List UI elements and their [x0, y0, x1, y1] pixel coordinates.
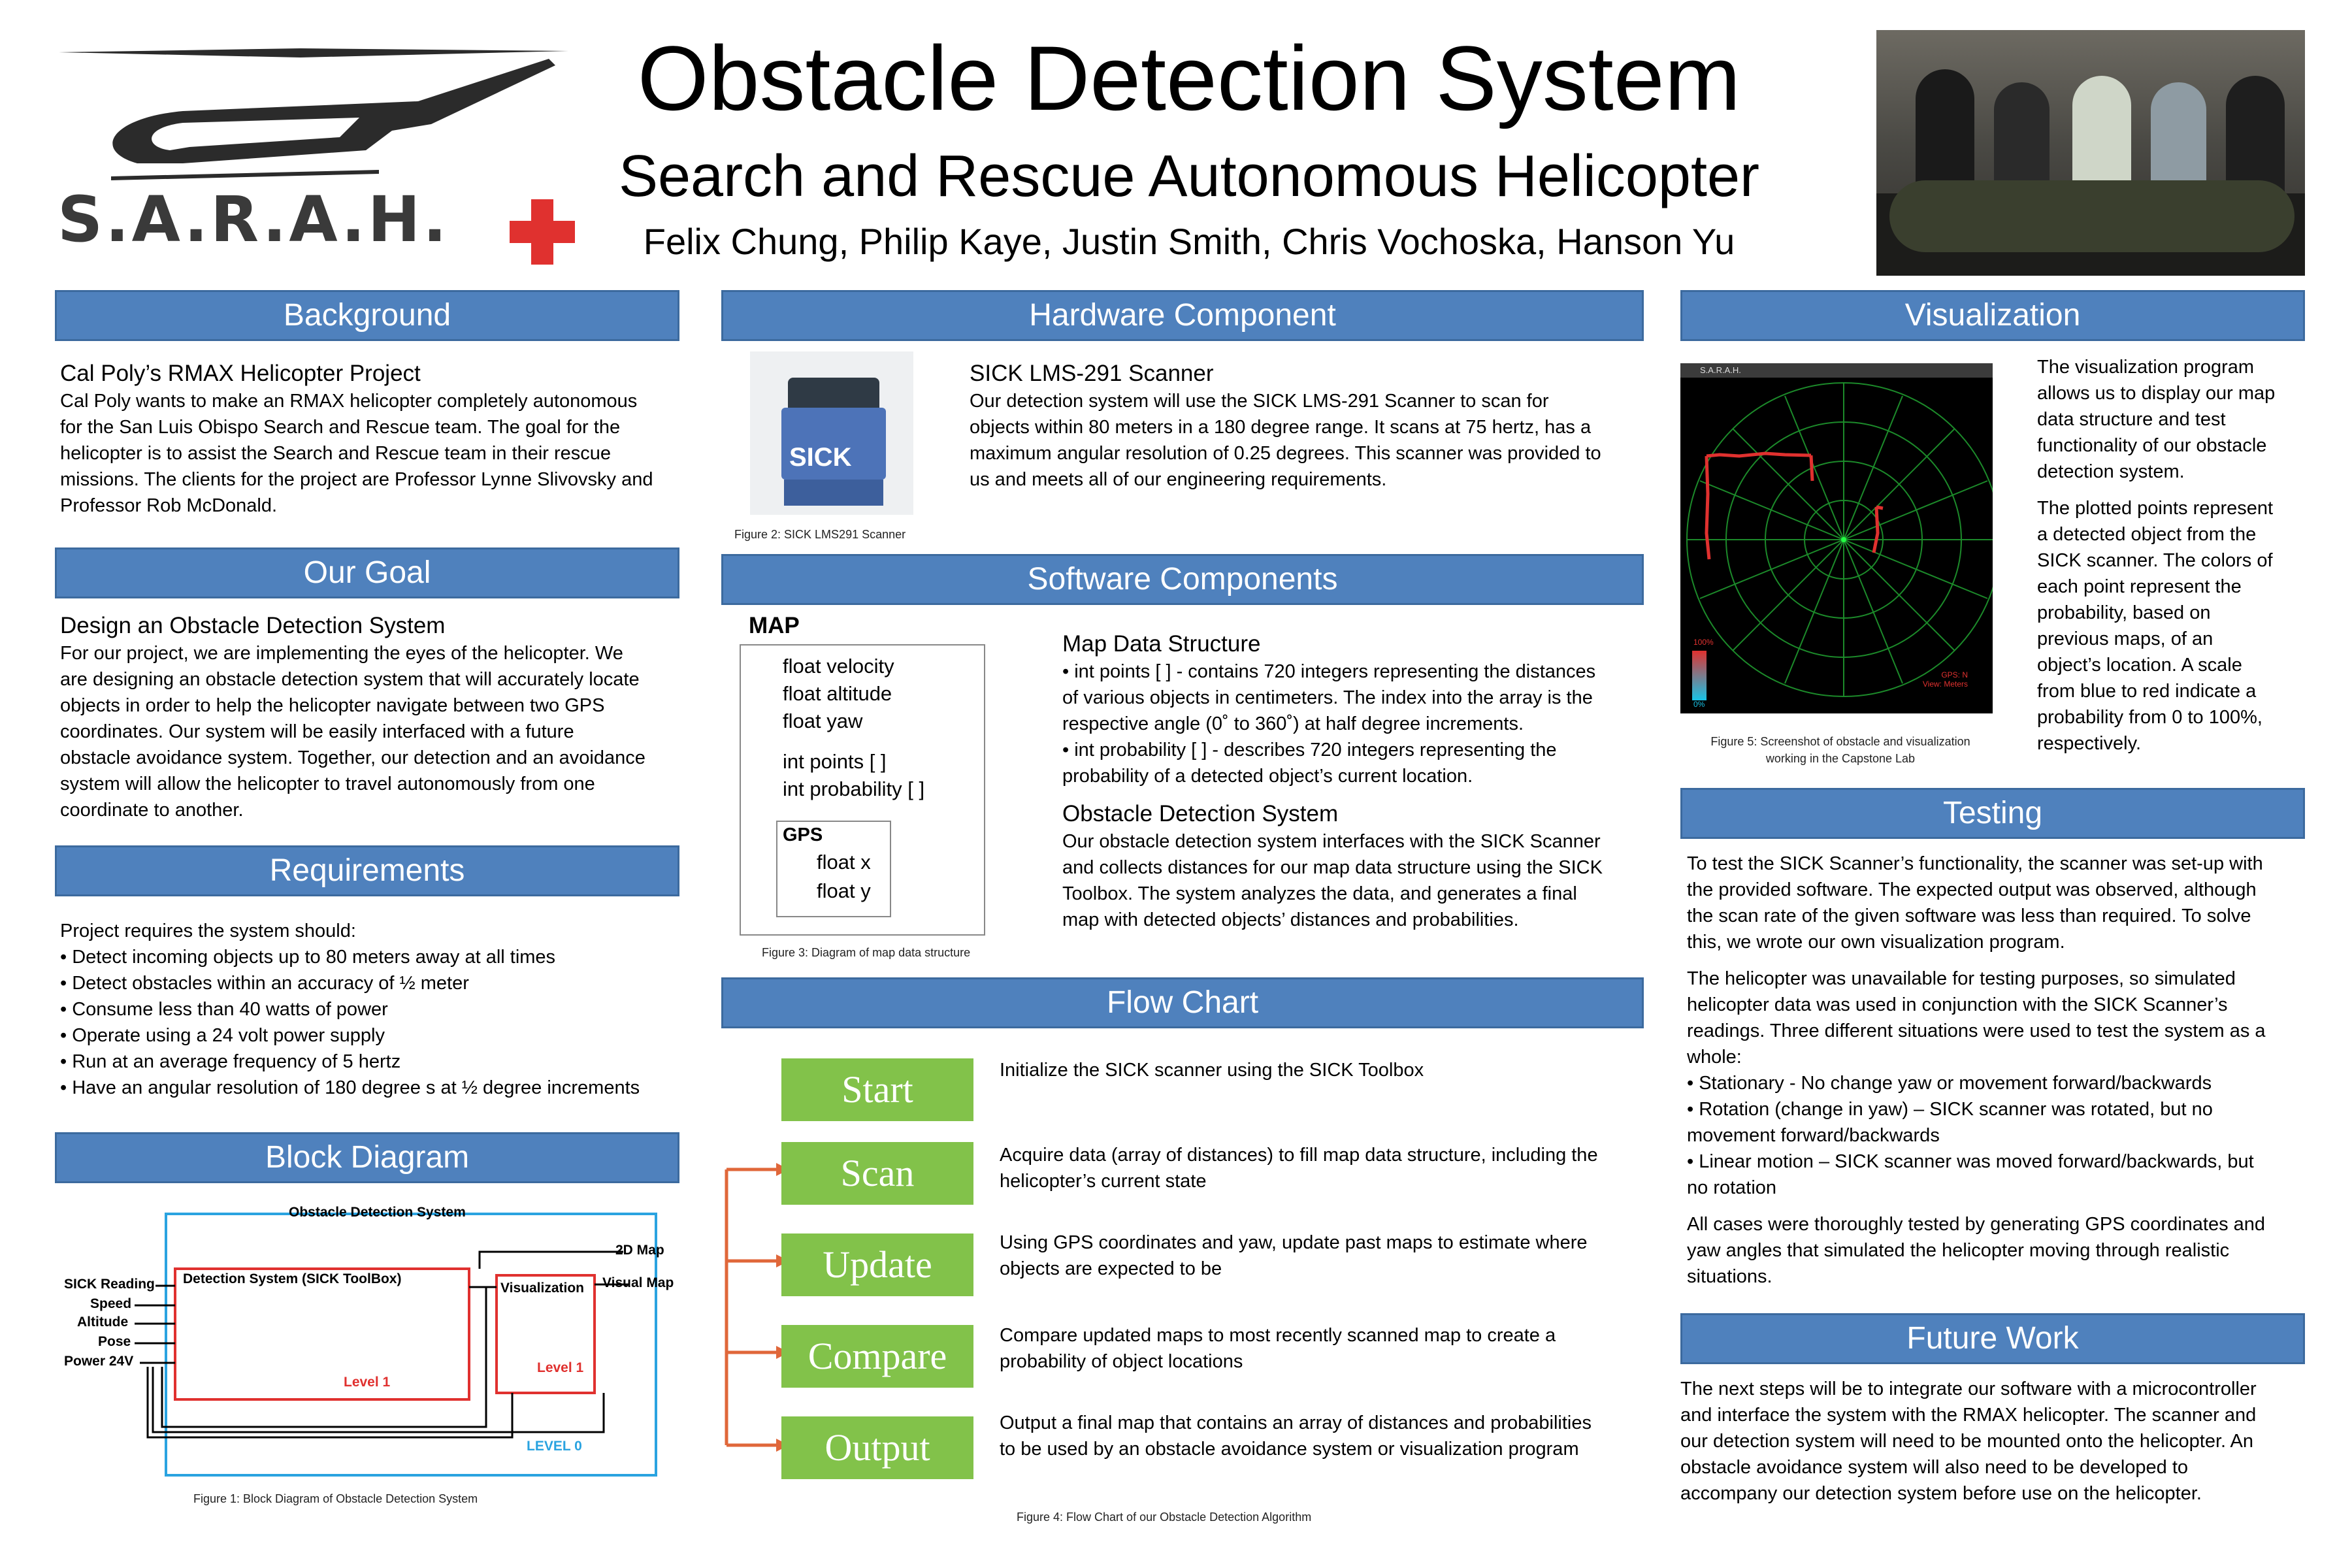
testing-line: yaw angles that simulated the helicopter moving through realistic — [1687, 1240, 2230, 1261]
input-label: Pose — [98, 1334, 131, 1349]
viz-line: probability, based on — [2037, 602, 2211, 623]
requirements-section — [60, 918, 687, 1101]
level0-box — [166, 1214, 656, 1475]
viz-line: from blue to red indicate a — [2037, 681, 2257, 702]
viz-line: a detected object from the — [2037, 524, 2257, 545]
map-field: float yaw — [783, 710, 863, 732]
flow-text-line: to be used by an obstacle avoidance system or visualization program — [1000, 1439, 1579, 1460]
flow-scan: Scan — [781, 1142, 973, 1205]
gps-field: float x — [817, 851, 871, 874]
testing-line: • Stationary - No change yaw or movement forward/backwards — [1687, 1073, 2212, 1094]
flow-text-line: probability of object locations — [1000, 1351, 1243, 1372]
visualization-heading: Visualization — [1680, 290, 2305, 341]
scale-bottom-label: 0% — [1693, 700, 1705, 709]
map-field: int points [ ] — [783, 750, 887, 773]
block-diagram — [55, 1196, 695, 1483]
requirement-item: • Detect incoming objects up to 80 meters away at all times — [60, 947, 556, 968]
helicopter-icon — [52, 39, 575, 183]
background-line: missions. The clients for the project are Professor Lynne Slivovsky and — [60, 469, 653, 490]
gps-title: GPS — [783, 825, 823, 845]
scanner-label: SICK — [789, 443, 852, 472]
testing-line: readings. Three different situations were used to test the system as a — [1687, 1021, 2266, 1041]
testing-line: All cases were thoroughly tested by generating GPS coordinates and — [1687, 1214, 2266, 1235]
testing-heading: Testing — [1680, 788, 2305, 839]
background-line: Professor Rob McDonald. — [60, 495, 278, 516]
flow-text-line: Acquire data (array of distances) to fill map data structure, including the — [1000, 1145, 1598, 1166]
flow-text-line: Compare updated maps to most recently scanned map to create a — [1000, 1325, 1556, 1346]
requirements-intro: Project requires the system should: — [60, 921, 356, 941]
mds-line: • int probability [ ] - describes 720 integers representing the — [1062, 740, 1557, 760]
future-line: obstacle avoidance system will also need to be developed to — [1680, 1457, 2189, 1478]
figure5-caption — [1687, 733, 1994, 767]
testing-line: the scan rate of the given software was less than required. To solve — [1687, 906, 2251, 926]
mds-heading: Map Data Structure — [1062, 631, 1261, 657]
logo-text: S.A.R.A.H. — [57, 183, 449, 256]
testing-line: To test the SICK Scanner’s functionality, the scanner was set-up with — [1687, 853, 2263, 874]
visualization-screenshot — [1680, 363, 1993, 713]
flow-scan-text — [1000, 1142, 1640, 1194]
software-heading: Software Components — [721, 554, 1644, 605]
flow-text-line: helicopter’s current state — [1000, 1171, 1207, 1192]
testing-line: the provided software. The expected output was observed, although — [1687, 879, 2257, 900]
input-label: SICK Reading — [64, 1277, 155, 1292]
viz-line: allows us to display our map — [2037, 383, 2276, 404]
team-photo — [1876, 30, 2305, 276]
background-line: helicopter is to assist the Search and Rescue team in their rescue — [60, 443, 612, 464]
background-line: Cal Poly wants to make an RMAX helicopter completely autonomous — [60, 391, 638, 412]
requirement-item: • Run at an average frequency of 5 hertz — [60, 1051, 401, 1072]
figure3-caption: Figure 3: Diagram of map data structure — [762, 946, 971, 959]
hardware-line: maximum angular resolution of 0.25 degrees. This scanner was provided to — [970, 443, 1601, 464]
future-line: accompany our detection system before use on the helicopter. — [1680, 1483, 2202, 1504]
requirements-heading: Requirements — [55, 845, 679, 896]
flow-text-line: Using GPS coordinates and yaw, update past maps to estimate where — [1000, 1232, 1588, 1253]
sick-scanner-image — [750, 351, 913, 515]
viz-line: object’s location. A scale — [2037, 655, 2242, 676]
hardware-heading: Hardware Component — [721, 290, 1644, 341]
ods-line: and collects distances for our map data structure using the SICK — [1062, 857, 1603, 878]
ods-line: Toolbox. The system analyzes the data, and generates a final — [1062, 883, 1577, 904]
hardware-line: us and meets all of our engineering requirements. — [970, 469, 1387, 490]
testing-line: situations. — [1687, 1266, 1772, 1287]
goal-subheading: Design an Obstacle Detection System — [60, 613, 446, 638]
output-label: Visual Map — [602, 1275, 674, 1290]
testing-line: whole: — [1687, 1047, 1742, 1068]
viz-line: probability from 0 to 100%, — [2037, 707, 2262, 728]
input-label: Altitude — [77, 1315, 129, 1330]
map-field: float velocity — [783, 655, 894, 678]
hardware-line: objects within 80 meters in a 180 degree range. It scans at 75 hertz, has a — [970, 417, 1592, 438]
background-heading: Background — [55, 290, 679, 341]
future-line: and interface the system with the RMAX helicopter. The scanner and — [1680, 1405, 2257, 1426]
flow-start-text — [1000, 1057, 1640, 1083]
viz-line: data structure and test — [2037, 409, 2226, 430]
viz-line: functionality of our obstacle — [2037, 435, 2267, 456]
figure2-caption: Figure 2: SICK LMS291 Scanner — [734, 528, 906, 541]
caption-line: Figure 5: Screenshot of obstacle and visualization — [1710, 735, 1970, 748]
testing-line: helicopter data was used in conjunction with the SICK Scanner’s — [1687, 994, 2228, 1015]
testing-line: no rotation — [1687, 1177, 1777, 1198]
hardware-section — [970, 359, 1642, 493]
future-line: The next steps will be to integrate our software with a microcontroller — [1680, 1379, 2257, 1399]
ods-line: Our obstacle detection system interfaces with the SICK Scanner — [1062, 831, 1601, 852]
level1-label: Level 1 — [537, 1360, 584, 1375]
goal-line: system will allow the helicopter to travel autonomously from one — [60, 774, 595, 794]
testing-line: movement forward/backwards — [1687, 1125, 1940, 1146]
level1-label: Level 1 — [344, 1375, 391, 1390]
viz-line: The plotted points represent — [2037, 498, 2274, 519]
future-work-heading: Future Work — [1680, 1313, 2305, 1364]
goal-heading: Our Goal — [55, 547, 679, 598]
map-title: MAP — [749, 613, 800, 638]
ods-heading: Obstacle Detection System — [1062, 801, 1339, 826]
helicopter-model — [1889, 180, 2295, 252]
goal-line: coordinates. Our system will be easily interfaced with a future — [60, 721, 574, 742]
testing-line: this, we wrote our own visualization program. — [1687, 932, 2065, 953]
mds-line: respective angle (0˚ to 360˚) at half degree increments. — [1062, 713, 1524, 734]
requirement-item: • Detect obstacles within an accuracy of ½ meter — [60, 973, 469, 994]
flow-text-line: objects are expected to be — [1000, 1258, 1222, 1279]
requirement-item: • Operate using a 24 volt power supply — [60, 1025, 385, 1046]
requirement-item: • Consume less than 40 watts of power — [60, 999, 388, 1020]
background-section — [60, 359, 687, 519]
figure1-caption: Figure 1: Block Diagram of Obstacle Detection System — [193, 1492, 478, 1505]
ods-line: map with detected objects’ distances and probabilities. — [1062, 909, 1519, 930]
level0-label: LEVEL 0 — [527, 1439, 582, 1454]
map-data-structure-section — [1062, 630, 1650, 933]
goal-line: are designing an obstacle detection system that will accurately locate — [60, 669, 640, 690]
goal-line: objects in order to help the helicopter navigate between two GPS — [60, 695, 605, 716]
flow-chart-heading: Flow Chart — [721, 977, 1644, 1028]
input-label: Power 24V — [64, 1354, 134, 1369]
viz-line: each point represent the — [2037, 576, 2242, 597]
goal-line: coordinate to another. — [60, 800, 244, 821]
mds-line: probability of a detected object’s current location. — [1062, 766, 1473, 787]
flow-update-text — [1000, 1230, 1640, 1282]
caption-line: working in the Capstone Lab — [1765, 752, 1916, 765]
mds-line: of various objects in centimeters. The index into the array is the — [1062, 687, 1593, 708]
red-cross-icon — [510, 199, 575, 265]
block-diagram-title: Obstacle Detection System — [289, 1205, 466, 1220]
flow-output: Output — [781, 1416, 973, 1479]
flow-start: Start — [781, 1058, 973, 1121]
flow-output-text — [1000, 1410, 1640, 1462]
flow-text-line: Output a final map that contains an array of distances and probabilities — [1000, 1413, 1592, 1433]
hardware-subheading: SICK LMS-291 Scanner — [970, 361, 1214, 386]
goal-line: obstacle avoidance system. Together, our detection and an avoidance — [60, 747, 645, 768]
background-line: for the San Luis Obispo Search and Rescue team. The goal for the — [60, 417, 621, 438]
block-diagram-heading: Block Diagram — [55, 1132, 679, 1183]
testing-line: • Rotation (change in yaw) – SICK scanner was rotated, but no — [1687, 1099, 2213, 1120]
visualization-text — [2037, 354, 2311, 757]
sarah-logo — [52, 39, 575, 261]
goal-line: For our project, we are implementing the eyes of the helicopter. We — [60, 643, 623, 664]
hardware-line: Our detection system will use the SICK LMS-291 Scanner to scan for — [970, 391, 1549, 412]
status-overlay: GPS: N View: Meters — [1922, 670, 1968, 689]
testing-line: The helicopter was unavailable for testing purposes, so simulated — [1687, 968, 2236, 989]
page-subtitle: Search and Rescue Autonomous Helicopter — [618, 144, 1760, 209]
figure4-caption: Figure 4: Flow Chart of our Obstacle Detection Algorithm — [1017, 1511, 1312, 1524]
page-title: Obstacle Detection System — [637, 27, 1741, 129]
flow-text-line: Initialize the SICK scanner using the SICK Toolbox — [1000, 1060, 1424, 1081]
viz-line: The visualization program — [2037, 357, 2255, 378]
future-line: our detection system will need to be mounted onto the helicopter. An — [1680, 1431, 2253, 1452]
requirement-item: • Have an angular resolution of 180 degree s at ½ degree increments — [60, 1077, 640, 1098]
flow-compare-text — [1000, 1322, 1640, 1375]
background-subheading: Cal Poly’s RMAX Helicopter Project — [60, 361, 421, 386]
detection-label: Detection System (SICK ToolBox) — [183, 1271, 402, 1286]
gps-field: float y — [817, 879, 871, 902]
flow-compare: Compare — [781, 1325, 973, 1388]
flow-update: Update — [781, 1233, 973, 1296]
authors: Felix Chung, Philip Kaye, Justin Smith, Chris Vochoska, Hanson Yu — [643, 221, 1735, 262]
detection-box — [175, 1269, 469, 1399]
map-field: float altitude — [783, 682, 892, 705]
map-field: int probability [ ] — [783, 777, 925, 800]
window-title: S.A.R.A.H. — [1700, 365, 1741, 375]
mds-line: • int points [ ] - contains 720 integers representing the distances — [1062, 661, 1596, 682]
viz-line: SICK scanner. The colors of — [2037, 550, 2273, 571]
output-label: 2D Map — [615, 1243, 664, 1258]
scale-top-label: 100% — [1693, 638, 1714, 647]
input-label: Speed — [90, 1296, 132, 1311]
testing-line: • Linear motion – SICK scanner was moved forward/backwards, but — [1687, 1151, 2254, 1172]
viz-line: respectively. — [2037, 733, 2142, 754]
testing-section — [1687, 851, 2314, 1290]
viz-line: previous maps, of an — [2037, 629, 2213, 649]
probability-scale — [1692, 651, 1707, 700]
future-work-section — [1680, 1376, 2308, 1507]
detected-points — [1707, 453, 1883, 559]
goal-section — [60, 612, 687, 823]
viz-line: detection system. — [2037, 461, 2185, 482]
visualization-label: Visualization — [500, 1281, 584, 1296]
